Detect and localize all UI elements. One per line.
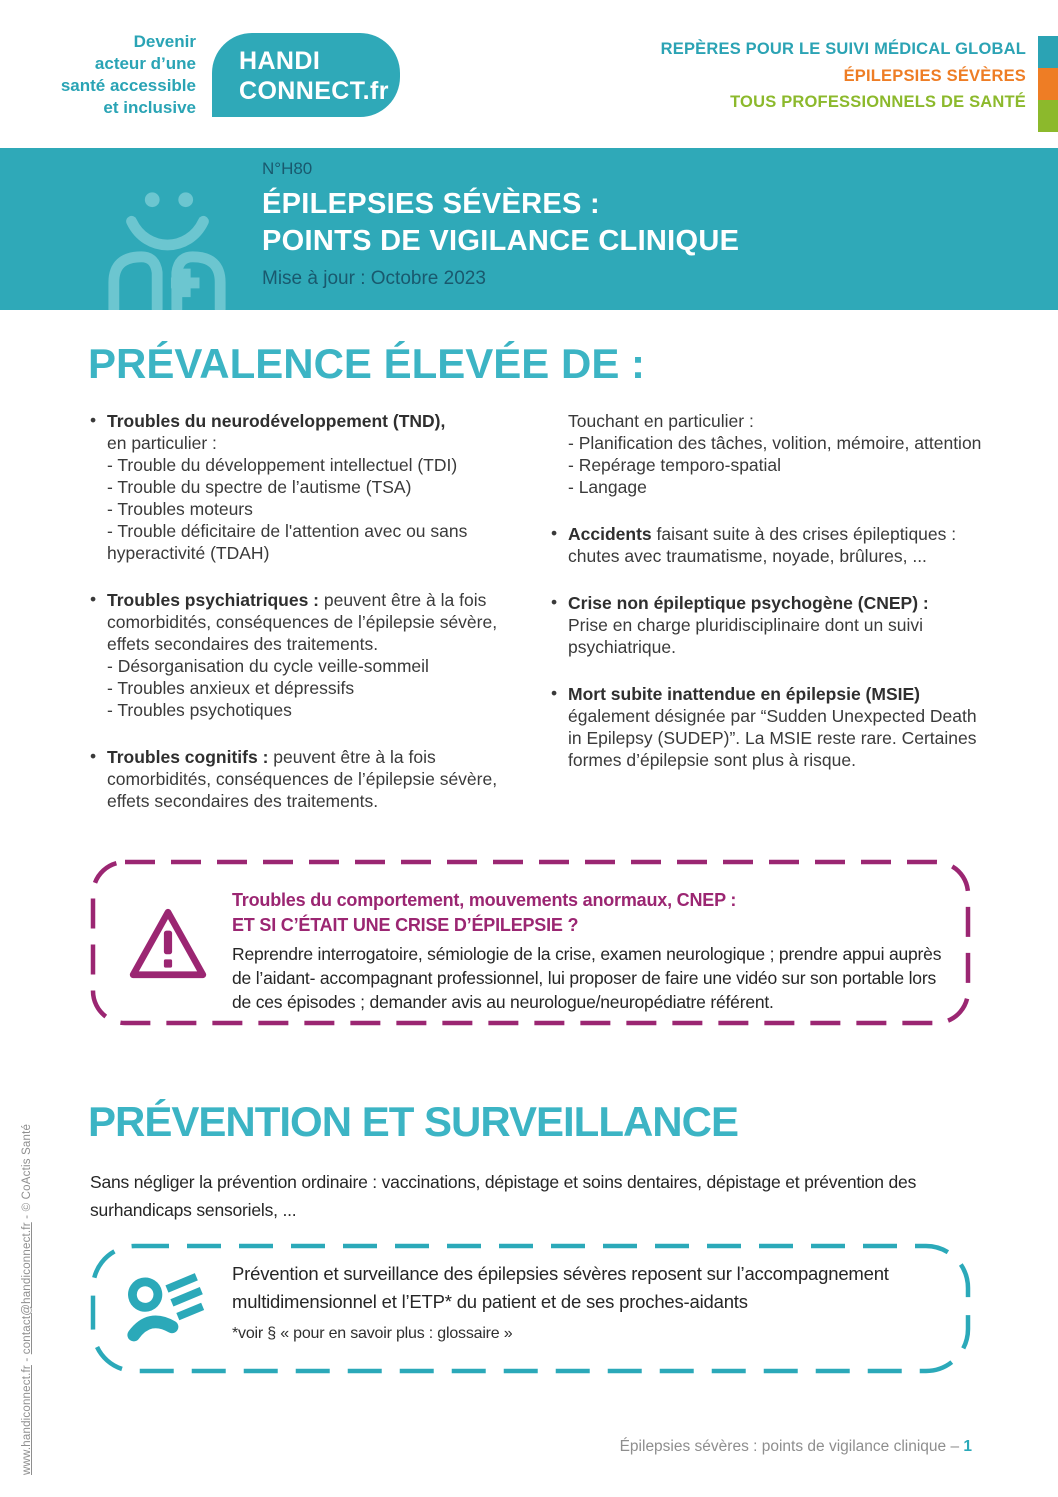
item-text: faisant suite à des crises épileptiques : chutes avec traumatisme, noyade, brûlures, ... — [568, 524, 957, 566]
item-lead: Troubles du neurodéveloppement (TND), — [107, 411, 446, 431]
list-item-cnep — [551, 592, 988, 658]
alert-box-epilepsy-crisis — [90, 859, 971, 1026]
item-line: - Trouble déficitaire de l'attention avec ou sans hyperactivité (TDAH) — [107, 521, 468, 563]
alert-content — [232, 888, 954, 1014]
topic-epilepsies-severes: ÉPILEPSIES SÉVÈRES — [843, 66, 1026, 85]
list-item-psychiatriques — [90, 589, 527, 721]
item-line: - Troubles moteurs — [107, 499, 253, 519]
alert-title-line1: Troubles du comportement, mouvements anormaux, CNEP : — [232, 890, 737, 910]
page-title-line2: POINTS DE VIGILANCE CLINIQUE — [262, 225, 740, 257]
tagline-line: Devenir — [133, 32, 196, 51]
topic-suivi-medical: REPÈRES POUR LE SUIVI MÉDICAL GLOBAL — [660, 40, 1026, 58]
item-line: - Planification des tâches, volition, mémoire, attention — [568, 433, 982, 453]
list-item-msie — [551, 683, 988, 771]
separator: - — [21, 1211, 33, 1223]
list-item-cognitifs — [90, 746, 527, 812]
brand-tagline — [36, 31, 196, 119]
logo-line: HANDI — [239, 47, 321, 75]
bullet-dot: • — [551, 523, 558, 543]
item-text: peuvent être à la fois comorbidités, conséquences de l’épilepsie sévère, effets secondaires des traitements. — [107, 747, 498, 811]
item-lead: Troubles cognitifs : — [107, 747, 269, 767]
page-title-line1: ÉPILEPSIES SÉVÈRES : — [262, 188, 600, 220]
bullet-dot: • — [90, 589, 97, 609]
alert-title-line2: ET SI C’ÉTAIT UNE CRISE D’ÉPILEPSIE ? — [232, 915, 579, 935]
title-banner — [0, 148, 1058, 310]
item-text: Touchant en particulier : — [568, 411, 754, 431]
color-tab-green — [1038, 100, 1058, 132]
page-title — [262, 186, 739, 260]
color-tab-teal — [1038, 36, 1058, 68]
updated-date: Mise à jour : Octobre 2023 — [262, 268, 486, 289]
info-box-note: *voir § « pour en savoir plus : glossaire » — [232, 1325, 513, 1342]
card-number: N°H80 — [262, 159, 313, 178]
list-item-touchant — [551, 410, 988, 498]
person-checklist-icon — [118, 1264, 206, 1352]
item-line: - Désorganisation du cycle veille-sommeil — [107, 656, 429, 676]
topic-professionnels-sante: TOUS PROFESSIONNELS DE SANTÉ — [730, 93, 1026, 111]
item-line: - Repérage temporo-spatial — [568, 455, 782, 475]
list-item-accidents — [551, 523, 988, 567]
alert-body: Reprendre interrogatoire, sémiologie de la crise, examen neurologique ; prendre appui auprès de l’aidant- accompagnant professionnel, lui proposer de faire une vidéo sur son portable lors de ces épisodes ; demander avis au neurologue/neuropédiatre référent. — [232, 944, 942, 1012]
item-text: également désignée par “Sudden Unexpected Death in Epilepsy (SUDEP)”. La MSIE reste rare. Certaines formes d’épilepsie sont plus à risque. — [568, 706, 977, 770]
color-tab-orange — [1038, 68, 1058, 100]
separator: - — [21, 1354, 33, 1366]
alert-title — [232, 888, 954, 938]
prevention-intro: Sans négliger la prévention ordinaire : vaccinations, dépistage et soins dentaires, dépistage et prévention des surhandicaps sensoriels, ... — [90, 1172, 917, 1220]
item-lead: Crise non épileptique psychogène (CNEP) : — [568, 593, 929, 613]
item-text: Prise en charge pluridisciplinaire dont un suivi psychiatrique. — [568, 615, 924, 657]
item-line: - Langage — [568, 477, 647, 497]
item-lead: Accidents — [568, 524, 652, 544]
item-lead: Mort subite inattendue en épilepsie (MSIE) — [568, 684, 920, 704]
item-text: peuvent être à la fois comorbidités, conséquences de l’épilepsie sévère, effets secondaires des traitements. — [107, 590, 498, 654]
tagline-line: santé accessible — [60, 76, 196, 95]
logo-line: CONNECT.fr — [239, 77, 389, 105]
copyright-text: © CoActis Santé — [21, 1123, 33, 1212]
bullet-dot: • — [90, 746, 97, 766]
footer-text: Épilepsies sévères : points de vigilance clinique – — [619, 1438, 964, 1455]
warning-triangle-icon — [127, 906, 209, 982]
section-heading-prevalence: PRÉVALENCE ÉLEVÉE DE : — [88, 340, 645, 387]
website-link[interactable]: www.handiconnect.fr — [21, 1365, 33, 1475]
doctor-smiley-icon — [103, 180, 231, 310]
item-line: - Troubles psychotiques — [107, 700, 292, 720]
info-box-text: Prévention et surveillance des épilepsies sévères reposent sur l’accompagnement multidimensionnel et l’ETP* du patient et de ses proches-aidants — [232, 1263, 889, 1312]
item-line: en particulier : — [107, 433, 217, 453]
item-line: - Troubles anxieux et dépressifs — [107, 678, 355, 698]
bullet-dot: • — [90, 410, 97, 430]
info-box-prevention — [90, 1243, 971, 1374]
section-heading-prevention: PRÉVENTION ET SURVEILLANCE — [88, 1098, 738, 1145]
info-box-content — [232, 1260, 942, 1348]
item-line: - Trouble du développement intellectuel (TDI) — [107, 455, 458, 475]
prevalence-left-column — [90, 410, 527, 837]
tagline-line: et inclusive — [103, 98, 196, 117]
item-lead: Troubles psychiatriques : — [107, 590, 319, 610]
tagline-line: acteur d’une — [94, 54, 196, 73]
page-footer — [620, 1438, 972, 1456]
document-topics — [661, 36, 1026, 116]
page-number: 1 — [963, 1438, 972, 1455]
handiconnect-logo — [212, 33, 400, 117]
list-item-tnd — [90, 410, 527, 564]
contact-email-link[interactable]: contact@handiconnect.fr — [21, 1222, 33, 1355]
bullet-dot: • — [551, 592, 558, 612]
item-line: - Trouble du spectre de l’autisme (TSA) — [107, 477, 412, 497]
prevalence-right-column — [551, 410, 988, 796]
sidebar-credits — [21, 1124, 33, 1475]
bullet-dot: • — [551, 683, 558, 703]
